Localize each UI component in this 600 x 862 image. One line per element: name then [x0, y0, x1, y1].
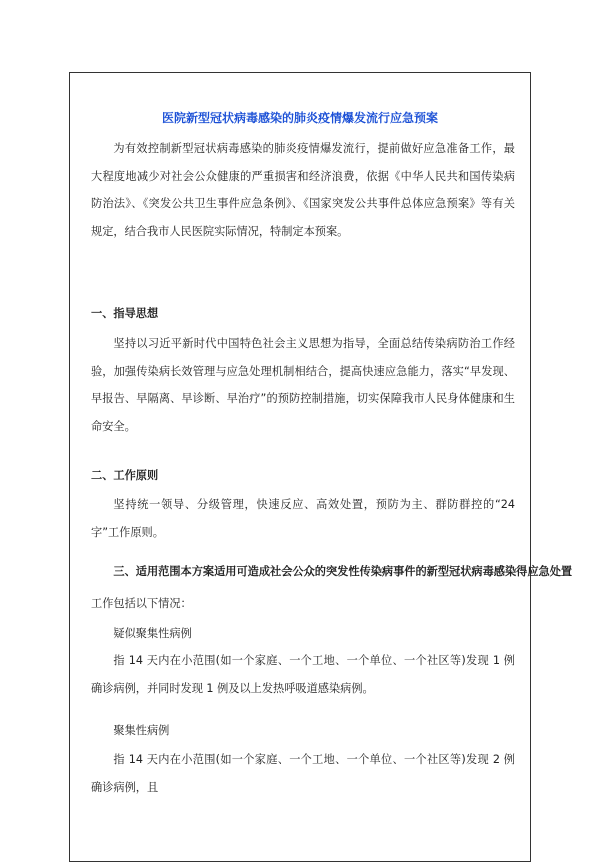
section2-heading: 二、工作原则 — [91, 469, 159, 482]
intro-paragraph: 为有效控制新型冠状病毒感染的肺炎疫情爆发流行，提前做好应急准备工作，最大程度地减少对社会公众健康的严重损害和经济浪费，依据《中华人民共和国传染病防治法》、《突发公共卫生事件应急条例》、《国家突发公共事件总体应急预案》等有关规定，结合我市人民医院实际情况，特制定本预案。 — [91, 142, 515, 238]
section2-body: 坚持统一领导、分级管理，快速反应、高效处置，预防为主、群防群控的“24字”工作原则。 — [91, 498, 515, 539]
subsection2-body: 指 14 天内在小范围(如一个家庭、一个工地、一个单位、一个社区等)发现 2 例确诊病例，且 — [91, 753, 515, 794]
section1-body: 坚持以习近平新时代中国特色社会主义思想为指导，全面总结传染病防治工作经验，加强传染病长效管理与应急处理机制相结合，提高快速应急能力，落实“早发现、早报告、早隔离、早诊断、早治疗”的预防控制措施，切实保障我市人民身体健康和生命安全。 — [91, 337, 515, 433]
section3-heading: 三、适用范围本方案适用可造成社会公众的突发性传染病事件的新型冠状病毒感染得应急处置 — [113, 565, 573, 578]
subsection2-title: 聚集性病例 — [113, 724, 170, 737]
section3-heading-cont: 工作包括以下情况： — [91, 597, 192, 610]
document-title: 医院新型冠状病毒感染的肺炎疫情爆发流行应急预案 — [161, 111, 438, 125]
document-frame — [69, 72, 573, 862]
section1-heading: 一、指导思想 — [91, 307, 159, 320]
subsection1-title: 疑似聚集性病例 — [113, 627, 192, 640]
subsection1-body: 指 14 天内在小范围(如一个家庭、一个工地、一个单位、一个社区等)发现 1 例确诊病例，并同时发现 1 例及以上发热呼吸道感染病例。 — [91, 654, 515, 695]
